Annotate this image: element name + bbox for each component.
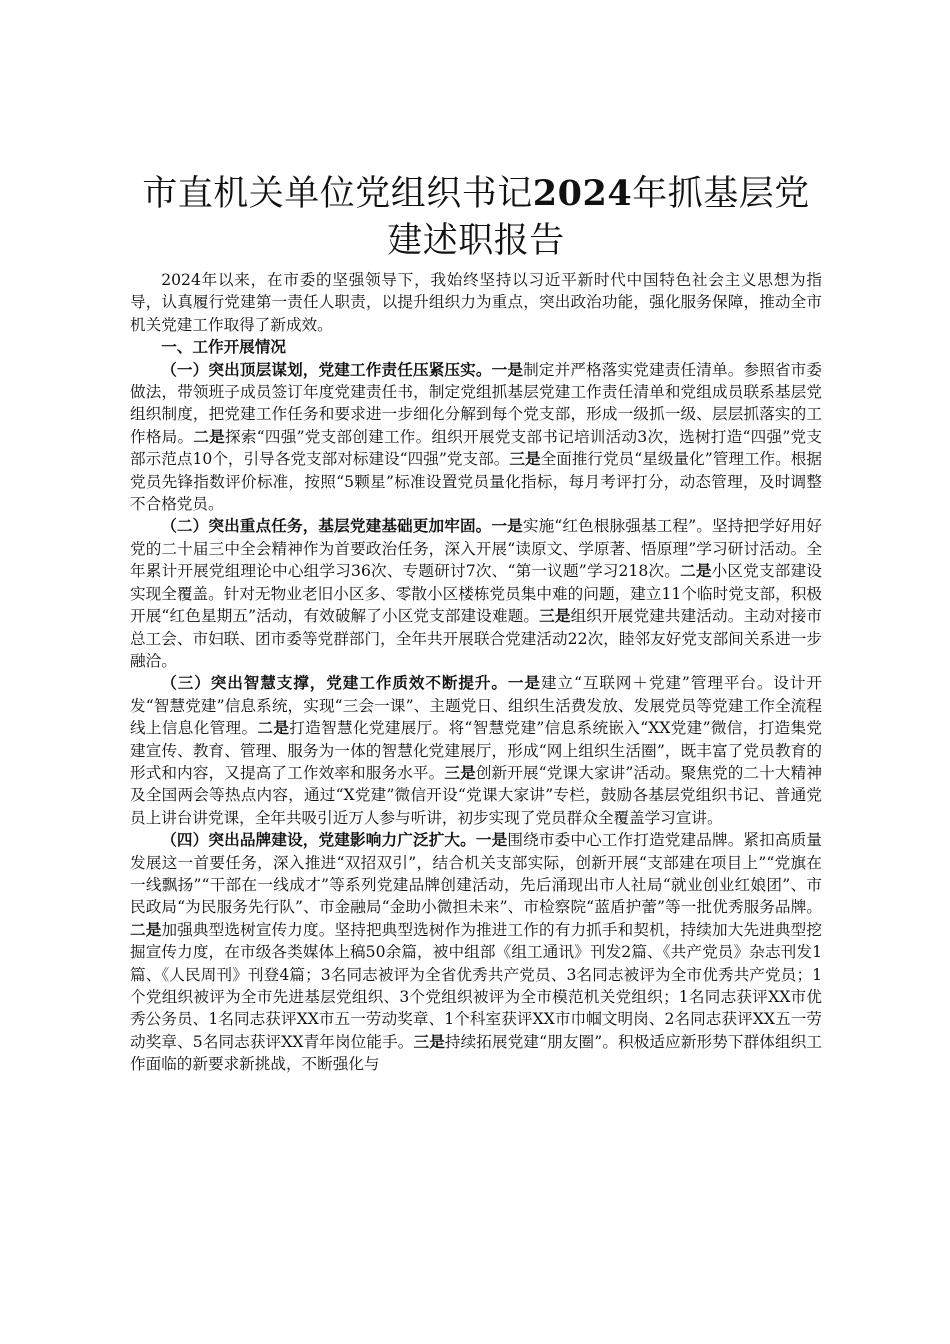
keyword: 一是 xyxy=(491,359,524,379)
paragraph-text: 全面推行党员“星级量化”管理工作。根据党员先锋指数评价标准，按照“5颗星”标准设置党员量化指标，每月考评打分，动态管理，及时调整不合格党员。 xyxy=(130,450,822,514)
intro-paragraph: 2024年以来，在市委的坚强领导下，我始终坚持以习近平新时代中国特色社会主义思想为指导，认真履行党建第一责任人职责，以提升组织力为重点，突出政治功能，强化服务保障，推动全市机关党建工作取得了新成效。 xyxy=(130,271,822,334)
paragraph-text: 制定并严格落实党建责任清单。参照省市委做法，带领班子成员签订年度党建责任书，制定党组抓基层党建工作责任清单和党组成员联系基层党组织制度，把党建工作任务和要求进一步细化分解到每个党支部，形成一级抓一级、层层抓落实的工作格局。 xyxy=(130,360,822,446)
paragraph-text: 探索“四强”党支部创建工作。组织开展党支部书记培训活动3次，选树打造“四强”党支部示范点10个，引导各党支部对标建设“四强”党支部。 xyxy=(130,427,822,469)
paragraph-lead: （三）突出智慧支撑，党建工作质效不断提升。 xyxy=(161,673,508,693)
paragraph-text: 组织开展党建共建活动。主动对接市总工会、市妇联、团市委等党群部门，全年共开展联合党建活动22次，睦邻友好党支部间关系进一步融洽。 xyxy=(130,607,822,670)
keyword: 二是 xyxy=(193,426,226,446)
keyword: 三是 xyxy=(444,762,476,782)
keyword: 三是 xyxy=(413,1031,445,1051)
title-part1: 市直机关单位党组织书记 xyxy=(142,174,533,214)
document-body xyxy=(130,269,822,1076)
title-part2: 年抓基层党建述职报告 xyxy=(387,174,810,261)
document-page xyxy=(130,170,822,1076)
paragraph-lead: （一）突出顶层谋划，党建工作责任压紧压实。 xyxy=(161,359,492,379)
section-heading: 一、工作开展情况 xyxy=(161,337,286,357)
paragraph-text: 建立“互联网＋党建”管理平台。设计开发“智慧党建”信息系统，实现“三会一课”、主题党日、组织生活费发放、发展党员等党建工作全流程线上信息化管理。 xyxy=(130,674,822,738)
paragraph-text: 创新开展“党课大家讲”活动。聚焦党的二十大精神及全国两会等热点内容，通过“X党建”微信开设“党课大家讲”专栏，鼓励各基层党组织书记、普通党员上讲台讲党课，全年共吸引近万人参与听讲，初步实现了党员群众全覆盖学习宣讲。 xyxy=(130,763,822,827)
keyword: 一是 xyxy=(475,830,508,850)
keyword: 一是 xyxy=(507,673,541,693)
paragraph-text: 围绕市委中心工作打造党建品牌。紧扣高质量发展这一首要任务，深入推进“双招双引”，结合机关支部实际，创新开展“支部建在项目上”“党旗在一线飘扬”“干部在一线成才”等系列党建品牌创建活动，先后涌现出市人社局“就业创业红娘团”、市民政局“为民服务先行队”、市金融局“金助小微担未来”、市检察院“蓝盾护蕾”等一批优秀服务品牌。 xyxy=(130,831,822,917)
paragraph-text: 实施“红色根脉强基工程”。坚持把学好用好党的二十届三中全会精神作为首要政治任务，深入开展“读原文、学原著、悟原理”学习研讨活动。全年累计开展党组理论中心组学习36次、专题研讨7次、“第一议题”学习218次。 xyxy=(130,517,822,581)
document-title xyxy=(130,170,822,265)
paragraph-text: 小区党支部建设实现全覆盖。针对无物业老旧小区多、零散小区楼栋党员集中难的问题，建立11个临时党支部，积极开展“红色星期五”活动，有效破解了小区党支部建设难题。 xyxy=(130,562,822,626)
paragraph-2 xyxy=(130,515,822,672)
paragraph-text: 加强典型选树宣传力度。坚持把典型选树作为推进工作的有力抓手和契机，持续加大先进典型挖掘宣传力度，在市级各类媒体上稿50余篇，被中组部《组工通讯》刊发2篇、《共产党员》杂志刊发1篇、《人民周刊》刊登4篇；3名同志被评为全省优秀共产党员、3名同志被评为全市优秀共产党员；1个党组织被评为全市先进基层党组织、3个党组织被评为全市模范机关党组织；1名同志获评XX市优秀公务员、1名同志获评XX市五一劳动奖章、1个科室获评XX市巾帼文明岗、2名同志获评XX五一劳动奖章、5名同志获评XX青年岗位能手。 xyxy=(130,920,822,1051)
keyword: 三是 xyxy=(539,606,571,626)
keyword: 三是 xyxy=(509,449,541,469)
keyword: 二是 xyxy=(680,561,712,581)
title-year: 2024 xyxy=(532,173,633,214)
paragraph-lead: （二）突出重点任务，基层党建基础更加牢固。 xyxy=(161,516,492,536)
paragraph-3 xyxy=(130,672,822,829)
paragraph-1 xyxy=(130,359,822,516)
paragraph-4 xyxy=(130,829,822,1075)
keyword: 二是 xyxy=(130,919,162,939)
paragraph-lead: （四）突出品牌建设，党建影响力广泛扩大。 xyxy=(161,830,476,850)
paragraph-text: 打造智慧化党建展厅。将“智慧党建”信息系统嵌入“XX党建”微信，打造集党建宣传、教育、管理、服务为一体的智慧化党建展厅，形成“网上组织生活圈”，既丰富了党员教育的形式和内容，又提高了工作效率和服务水平。 xyxy=(130,719,822,782)
keyword: 一是 xyxy=(491,516,523,536)
keyword: 二是 xyxy=(257,718,290,738)
paragraph-text: 持续拓展党建“朋友圈”。积极适应新形势下群体组织工作面临的新要求新挑战，不断强化与 xyxy=(130,1032,822,1074)
